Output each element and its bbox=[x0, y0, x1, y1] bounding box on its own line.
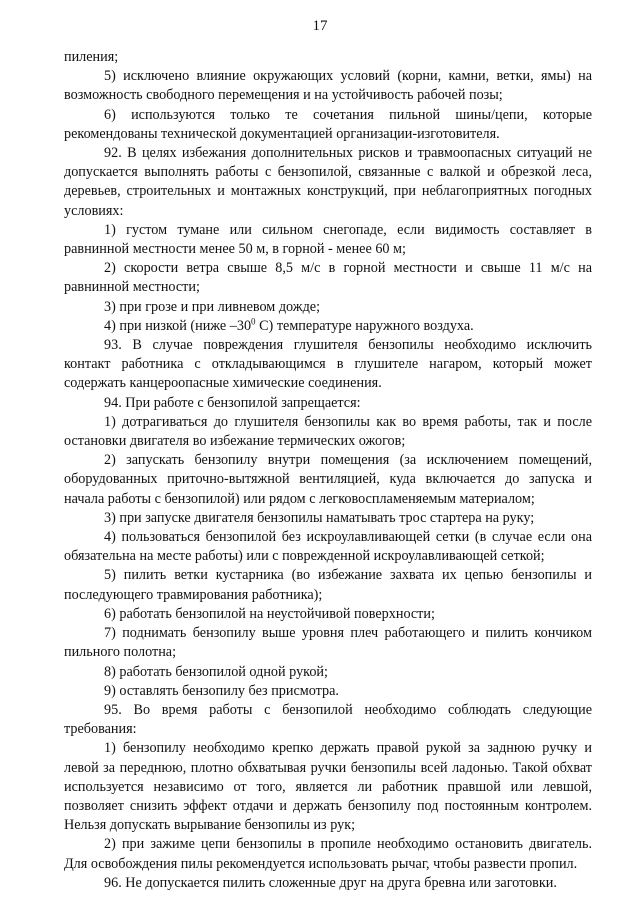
paragraph: 8) работать бензопилой одной рукой; bbox=[104, 663, 328, 680]
paragraph: 3) при запуске двигателя бензопилы наматывать трос стартера на руку; bbox=[104, 509, 535, 526]
degree-superscript: 0 bbox=[251, 316, 256, 327]
paragraph: 7) поднимать бензопилу выше уровня плеч работающего и пилить кончиком пильного полотна; bbox=[64, 625, 592, 661]
paragraph: 92. В целях избежания дополнительных рисков и травмоопасных ситуаций не допускается выполнять работы с бензопилой, связанные с валкой и обрезкой леса, деревьев, строительных и монтажных конструкций, при неблагоприятных погодных условиях: bbox=[64, 145, 592, 219]
body-text bbox=[64, 48, 592, 893]
temperature-text: 4) при низкой (ниже –30 bbox=[104, 317, 252, 334]
temperature-text-end: С) температуре наружного воздуха. bbox=[255, 317, 474, 334]
paragraph: 5) пилить ветки кустарника (во избежание захвата их цепью бензопилы и последующего травмирования работника); bbox=[64, 567, 592, 603]
paragraph: 2) при зажиме цепи бензопилы в пропиле необходимо остановить двигатель. Для освобождения пилы рекомендуется использовать рычаг, чтобы развести пропил. bbox=[64, 836, 592, 872]
paragraph: 1) дотрагиваться до глушителя бензопилы как во время работы, так и после остановки двигателя во избежание термических ожогов; bbox=[64, 413, 592, 450]
paragraph: 2) запускать бензопилу внутри помещения (за исключением помещений, оборудованных приточно-вытяжной вентиляцией, куда включается до запуска и начала работы с бензопилой) или рядом с легковоспламеняемым материалом; bbox=[64, 452, 592, 507]
paragraph: 9) оставлять бензопилу без присмотра. bbox=[104, 682, 339, 699]
paragraph: 2) скорости ветра свыше 8,5 м/с в горной местности и свыше 11 м/с на равнинной местности; bbox=[64, 260, 592, 296]
paragraph: пиления; bbox=[64, 49, 119, 65]
paragraph: 1) густом тумане или сильном снегопаде, если видимость составляет в равнинной местности менее 50 м, в горной - менее 60 м; bbox=[64, 221, 592, 258]
paragraph: 1) бензопилу необходимо крепко держать правой рукой за заднюю ручку и левой за переднюю, плотно обхватывая ручки бензопилы всей ладонью. Такой обхват используется независимо от того, является ли работник правшой или левшой, позволяет снизить эффект отдачи и держать бензопилу под постоянным контролем. Нельзя допускать вырывание бензопилы из рук; bbox=[64, 740, 592, 834]
paragraph: 6) используются только те сочетания пильной шины/цепи, которые рекомендованы технической документацией организации-изготовителя. bbox=[64, 106, 592, 142]
paragraph: 94. При работе с бензопилой запрещается: bbox=[104, 394, 361, 411]
paragraph: 5) исключено влияние окружающих условий (корни, камни, ветки, ямы) на возможность свободного перемещения и на устойчивость рабочей позы; bbox=[64, 68, 592, 104]
paragraph: 6) работать бензопилой на неустойчивой поверхности; bbox=[104, 605, 435, 622]
paragraph: 93. В случае повреждения глушителя бензопилы необходимо исключить контакт работника с откладывающимся в глушителе нагаром, который может содержать канцероопасные химические соединения. bbox=[64, 337, 592, 392]
paragraph: 96. Не допускается пилить сложенные друг на друга бревна или заготовки. bbox=[104, 874, 557, 891]
page-number: 17 bbox=[312, 18, 328, 34]
paragraph bbox=[64, 317, 592, 336]
paragraph: 4) пользоваться бензопилой без искроулавливающей сетки (в случае если она обязательна на месте работы) или с поврежденной искроулавливающей сеткой; bbox=[64, 529, 592, 565]
paragraph: 95. Во время работы с бензопилой необходимо соблюдать следующие требования: bbox=[64, 701, 592, 738]
paragraph: 3) при грозе и при ливневом дожде; bbox=[104, 298, 321, 315]
